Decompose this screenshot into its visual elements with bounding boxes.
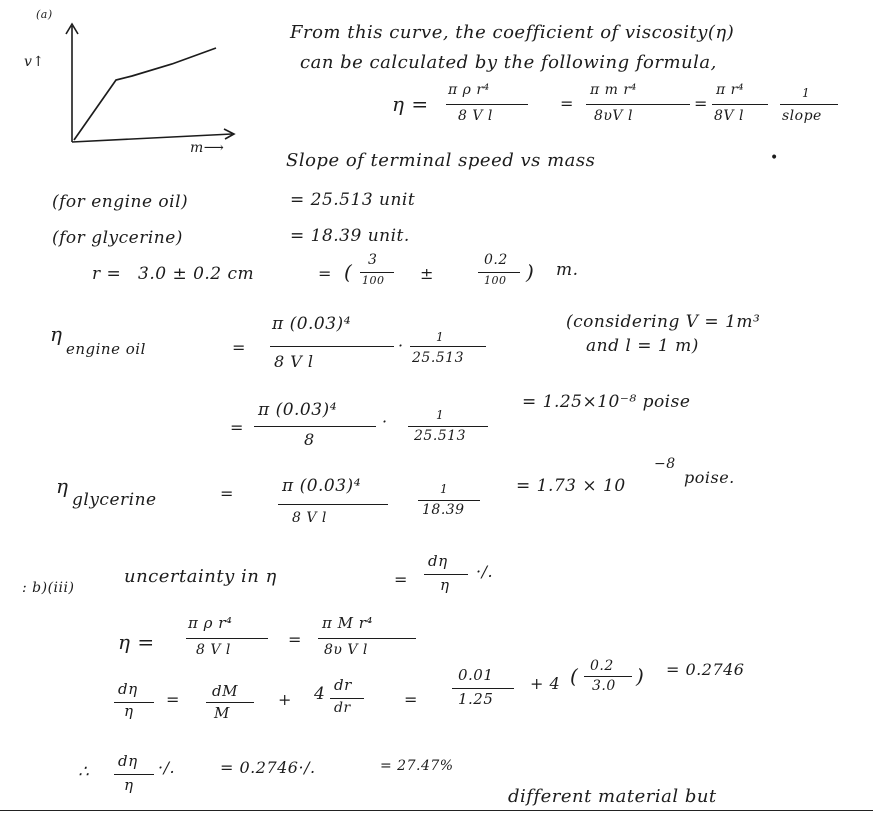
graph-x-label: m⟶ xyxy=(190,140,225,156)
conclusion-final: = 27.47% xyxy=(380,758,454,774)
deriv-den-m: M xyxy=(214,704,230,722)
intro-line-2: can be calculated by the following formula, xyxy=(300,52,717,73)
radius-frac-line-a xyxy=(360,272,394,273)
eta-formula-2-frac-line-1 xyxy=(186,638,268,639)
eta-formula-2-den-2: 8υ V l xyxy=(324,642,368,658)
cutoff-text: different material but xyxy=(508,786,717,807)
radius-frac-line-b xyxy=(478,272,520,273)
radius-unit: m. xyxy=(556,260,579,280)
formula-num-4: 1 xyxy=(802,86,811,100)
glycerine-den-2: 18.39 xyxy=(422,502,465,518)
deriv-num-a: 0.01 xyxy=(458,666,494,684)
deriv-eq-2: = xyxy=(404,690,418,709)
deriv-result: = 0.2746 xyxy=(666,660,745,679)
formula-eta: η = xyxy=(392,92,429,116)
uncertainty-frac-line xyxy=(424,574,468,575)
radius-close-paren: ) xyxy=(526,260,535,284)
deriv-num-r: dr xyxy=(334,676,352,694)
slope-heading: Slope of terminal speed vs mass xyxy=(286,150,596,171)
formula-frac-line-2 xyxy=(586,104,690,105)
uncertainty-num: dη xyxy=(428,552,448,570)
engine-note-2: and l = 1 m) xyxy=(586,336,699,356)
engine-num-2: 1 xyxy=(436,330,445,344)
deriv-den-r: dr xyxy=(334,700,351,716)
uncertainty-den: η xyxy=(440,576,450,594)
formula-eq-1: = xyxy=(560,94,574,113)
radius-num-b: 0.2 xyxy=(484,252,508,268)
uncertainty-eq: = xyxy=(394,570,408,589)
deriv-den-b: 3.0 xyxy=(592,678,616,694)
bullet-dot: • xyxy=(770,150,779,166)
conclusion-frac-line xyxy=(114,774,154,775)
deriv-frac-line-b xyxy=(584,676,632,677)
conclusion-value: = 0.2746·/. xyxy=(220,758,316,777)
engine-den-4: 25.513 xyxy=(414,428,466,444)
deriv-num-left: dη xyxy=(118,680,138,698)
deriv-num-m: dM xyxy=(212,682,238,700)
engine-eta: η xyxy=(50,322,63,346)
deriv-close-paren: ) xyxy=(636,664,645,688)
deriv-num-b: 0.2 xyxy=(590,658,614,674)
engine-num-4: 1 xyxy=(436,408,445,422)
radius-open-paren: ( xyxy=(344,260,353,284)
radius-label: r = xyxy=(92,264,122,284)
formula-den-4: slope xyxy=(782,108,822,124)
engine-frac-line-3 xyxy=(254,426,376,427)
formula-den-3: 8V l xyxy=(714,108,744,124)
engine-eta-subscript: engine oil xyxy=(66,340,146,358)
radius-den-a: 100 xyxy=(362,274,385,287)
deriv-plus-2: + 4 xyxy=(530,674,561,693)
deriv-frac-line-a xyxy=(452,688,514,689)
glycerine-frac-line-2 xyxy=(418,500,480,501)
engine-num-3: π (0.03)⁴ xyxy=(258,400,338,420)
uncertainty-heading: uncertainty in η xyxy=(124,566,277,587)
glycerine-eta: η xyxy=(56,474,69,498)
deriv-plus: + xyxy=(278,690,292,709)
formula-num-3: π r⁴ xyxy=(716,82,744,98)
glycerine-num-2: 1 xyxy=(440,482,449,496)
conclusion-pct: ·/. xyxy=(158,758,176,777)
formula-frac-line-3 xyxy=(712,104,768,105)
deriv-den-a: 1.25 xyxy=(458,690,494,708)
glycerine-num-1: π (0.03)⁴ xyxy=(282,476,362,496)
engine-frac-line-2 xyxy=(410,346,486,347)
engine-oil-label: (for engine oil) xyxy=(52,192,189,212)
formula-num-2: π m r⁴ xyxy=(590,82,637,98)
therefore-symbol: ∴ xyxy=(78,762,90,782)
formula-frac-line-4 xyxy=(780,104,838,105)
engine-frac-line-1 xyxy=(270,346,394,347)
engine-den-3: 8 xyxy=(304,430,315,449)
glycerine-frac-line-1 xyxy=(278,504,388,505)
uncertainty-pct: ·/. xyxy=(476,562,494,581)
radius-pm: ± xyxy=(420,264,434,283)
speed-curve xyxy=(74,48,216,140)
conclusion-num: dη xyxy=(118,752,138,770)
eta-formula-2-frac-line-2 xyxy=(318,638,416,639)
engine-note-1: (considering V = 1m³ xyxy=(566,312,761,332)
eta-formula-2-den-1: 8 V l xyxy=(196,642,231,658)
engine-den-2: 25.513 xyxy=(412,350,464,366)
page-bottom-edge xyxy=(0,810,873,811)
glycerine-eta-subscript: glycerine xyxy=(72,490,157,510)
engine-dot-2: · xyxy=(382,412,388,431)
glycerine-result: = 1.73 × 10 xyxy=(516,476,626,496)
glycerine-result-exponent: −8 xyxy=(654,456,676,472)
radius-num-a: 3 xyxy=(368,252,378,268)
formula-num-1: π ρ r⁴ xyxy=(448,82,490,98)
graph-corner-label: (a) xyxy=(36,8,53,21)
velocity-mass-sketch xyxy=(20,12,250,157)
deriv-frac-line-m xyxy=(206,702,254,703)
glycerine-slope: = 18.39 unit. xyxy=(290,226,410,246)
eta-formula-2-num-1: π ρ r⁴ xyxy=(188,614,233,632)
formula-den-1: 8 V l xyxy=(458,108,493,124)
radius-value: 3.0 ± 0.2 cm xyxy=(138,264,255,284)
radius-den-b: 100 xyxy=(484,274,507,287)
deriv-eq: = xyxy=(166,690,180,709)
eta-formula-2-num-2: π M r⁴ xyxy=(322,614,373,632)
deriv-den-left: η xyxy=(124,702,134,720)
formula-den-2: 8υV l xyxy=(594,108,633,124)
engine-eq-2: = xyxy=(230,418,244,437)
radius-eq: = xyxy=(318,264,332,283)
intro-line-1: From this curve, the coefficient of viscosity(η) xyxy=(290,22,735,43)
section-marker: : b)(iii) xyxy=(22,580,75,596)
deriv-coef: 4 xyxy=(314,684,326,704)
glycerine-label: (for glycerine) xyxy=(52,228,183,248)
engine-num-1: π (0.03)⁴ xyxy=(272,314,352,334)
glycerine-result-unit: poise. xyxy=(684,468,735,487)
engine-den-1: 8 V l xyxy=(274,352,314,371)
engine-oil-slope: = 25.513 unit xyxy=(290,190,416,210)
graph-y-label: v↑ xyxy=(24,54,45,70)
eta-formula-2-eta: η = xyxy=(118,630,155,654)
engine-eq: = xyxy=(232,338,246,357)
formula-frac-line-1 xyxy=(446,104,528,105)
glycerine-eq: = xyxy=(220,484,234,503)
deriv-open-paren: ( xyxy=(570,664,579,688)
deriv-frac-line-r xyxy=(330,698,364,699)
eta-formula-2-eq: = xyxy=(288,630,302,649)
deriv-frac-line-left xyxy=(114,702,154,703)
engine-result: = 1.25×10⁻⁸ poise xyxy=(522,392,691,412)
engine-frac-line-4 xyxy=(408,426,488,427)
glycerine-den-1: 8 V l xyxy=(292,510,327,526)
conclusion-den: η xyxy=(124,776,134,794)
formula-eq-2: = xyxy=(694,94,708,113)
engine-dot: · xyxy=(398,336,404,355)
